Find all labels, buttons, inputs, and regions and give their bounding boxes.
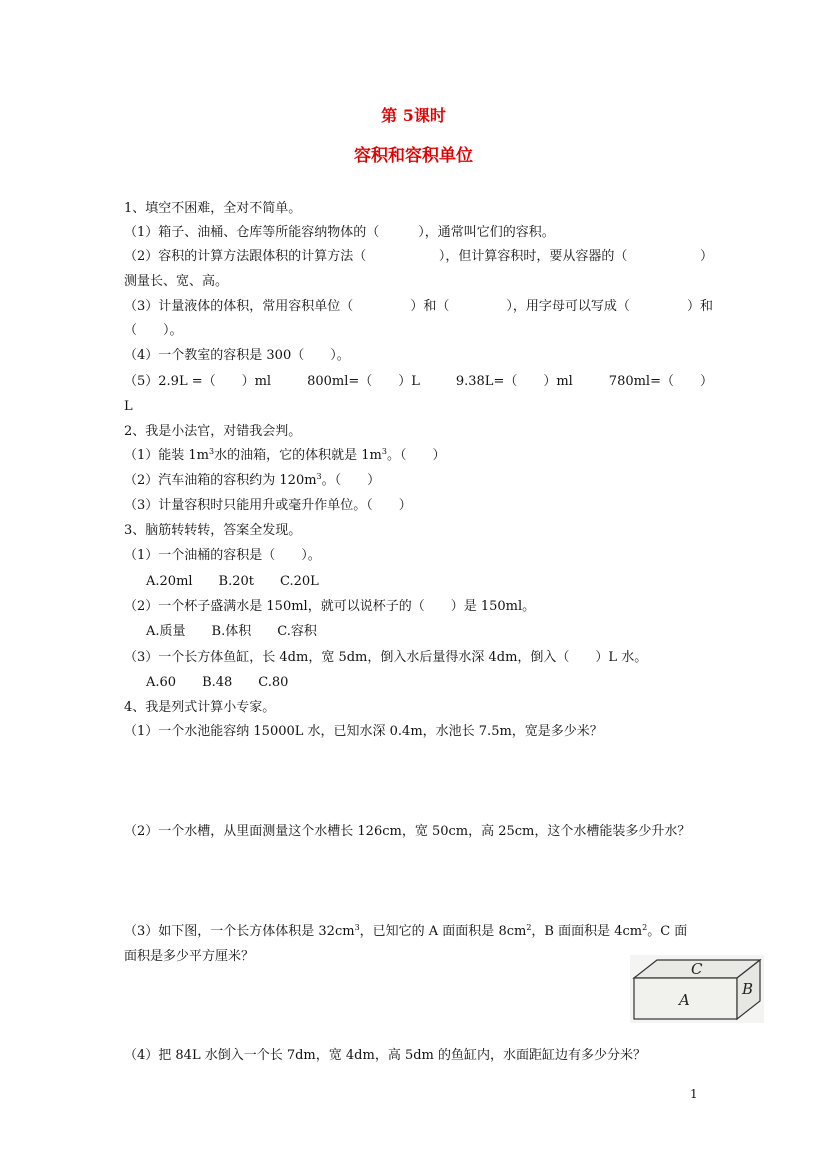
s1-question-2-line1: [124, 249, 713, 265]
s4-question-3-line2: 面积是多少平方厘米？: [124, 949, 255, 964]
s1q2-part1: （2）容积的计算方法跟体积的计算方法（: [124, 249, 367, 264]
s1q3-part3: ），用字母可以写成（: [506, 299, 630, 314]
page-number: 1: [690, 1087, 698, 1101]
face-b-label: B: [742, 980, 754, 998]
section2-heading: 2、我是小法官，对错我会判。: [124, 424, 302, 439]
topic-title: 容积和容积单位: [354, 146, 473, 166]
s1q2-part2: ），但计算容积时，要从容器的（: [438, 249, 628, 264]
section1-heading: 1、填空不困难，全对不简单。: [124, 201, 302, 216]
s4q3-mid1: ，已知它的 A 面面积是 8cm: [359, 924, 527, 939]
s1q3-part4: ）和: [686, 299, 713, 314]
s4q3-sup-2a: 2: [526, 923, 532, 932]
s1-question-5-line1: [124, 374, 713, 390]
s3-question-1: （1）一个油桶的容积是（ ）。: [124, 548, 321, 563]
s4q3-sup-2b: 2: [642, 923, 648, 932]
face-c-label: C: [691, 960, 703, 978]
s2-question-1: [124, 448, 445, 464]
s1-question-1: （1）箱子、油桶、仓库等所能容纳物体的（ ），通常叫它们的容积。: [124, 225, 555, 240]
s2-question-3: （3）计量容积时只能用升或毫升作单位。（ ）: [124, 498, 412, 513]
s4-question-2: （2）一个水槽，从里面测量这个水槽长 126cm，宽 50cm，高 25cm，这个水槽能装多少升水？: [124, 824, 691, 839]
s1q5-part3: 9.38L=（ ）ml: [455, 374, 573, 389]
s2q1-mid: 水的油箱，它的体积就是 1m: [214, 448, 382, 463]
s1q3-part1: （3）计量液体的体积，常用容积单位（: [124, 299, 354, 314]
s2q1-post: 。（ ）: [386, 448, 446, 463]
s3-question-2-options: A.质量 B.体积 C.容积: [146, 624, 317, 639]
s3-question-2: （2）一个杯子盛满水是 150ml，就可以说杯子的（ ）是 150ml。: [124, 599, 536, 614]
s1q5-part4: 780ml=（ ）: [608, 374, 713, 389]
s4-question-3-line1: [124, 924, 687, 940]
s1-question-3-line2: （ ）。: [124, 323, 183, 338]
lesson-title: 第 5课时: [381, 106, 446, 125]
s3-question-1-options: A.20ml B.20t C.20L: [146, 574, 319, 589]
cuboid-figure: [630, 955, 764, 1023]
s1-question-4: （4）一个教室的容积是 300（ ）。: [124, 348, 350, 363]
s1-question-3-line1: [124, 299, 713, 315]
s4q3-sup-3: 3: [354, 923, 360, 932]
s4-question-4: （4）把 84L 水倒入一个长 7dm，宽 4dm，高 5dm 的鱼缸内，水面距缸边有多少分米？: [124, 1048, 646, 1063]
s2q1-sup-b: 3: [381, 447, 387, 456]
s3-question-3: （3）一个长方体鱼缸，长 4dm，宽 5dm，倒入水后量得水深 4dm，倒入（ ）L 水。: [124, 650, 648, 665]
s2q2-pre: （2）汽车油箱的容积约为 120m: [124, 473, 317, 488]
s1q2-part3: ）: [699, 249, 713, 264]
s4-question-1: （1）一个水池能容纳 15000L 水，已知水深 0.4m，水池长 7.5m，宽是多少米？: [124, 724, 603, 739]
s2q1-sup-a: 3: [209, 447, 215, 456]
section3-heading: 3、脑筋转转转，答案全发现。: [124, 523, 302, 538]
section4-heading: 4、我是列式计算小专家。: [124, 700, 276, 715]
s1-question-5-line2: L: [124, 399, 133, 414]
s2q2-post: 。（ ）: [321, 473, 381, 488]
s4q3-pre: （3）如下图，一个长方体体积是 32cm: [124, 924, 355, 939]
s4q3-mid2: ，B 面面积是 4cm: [531, 924, 643, 939]
s2-question-2: [124, 473, 380, 489]
face-a-label: A: [679, 991, 690, 1009]
s1q3-part2: ）和（: [410, 299, 450, 314]
s1-question-2-line2: 测量长、宽、高。: [124, 274, 229, 289]
s1q5-part2: 800ml=（ ）L: [307, 374, 420, 389]
s3-question-3-options: A.60 B.48 C.80: [146, 675, 289, 690]
s2q2-sup: 3: [316, 472, 322, 481]
s1q5-part1: （5）2.9L =（ ）ml: [124, 374, 272, 389]
s4q3-post: 。C 面: [647, 924, 688, 939]
s2q1-pre: （1）能装 1m: [124, 448, 210, 463]
